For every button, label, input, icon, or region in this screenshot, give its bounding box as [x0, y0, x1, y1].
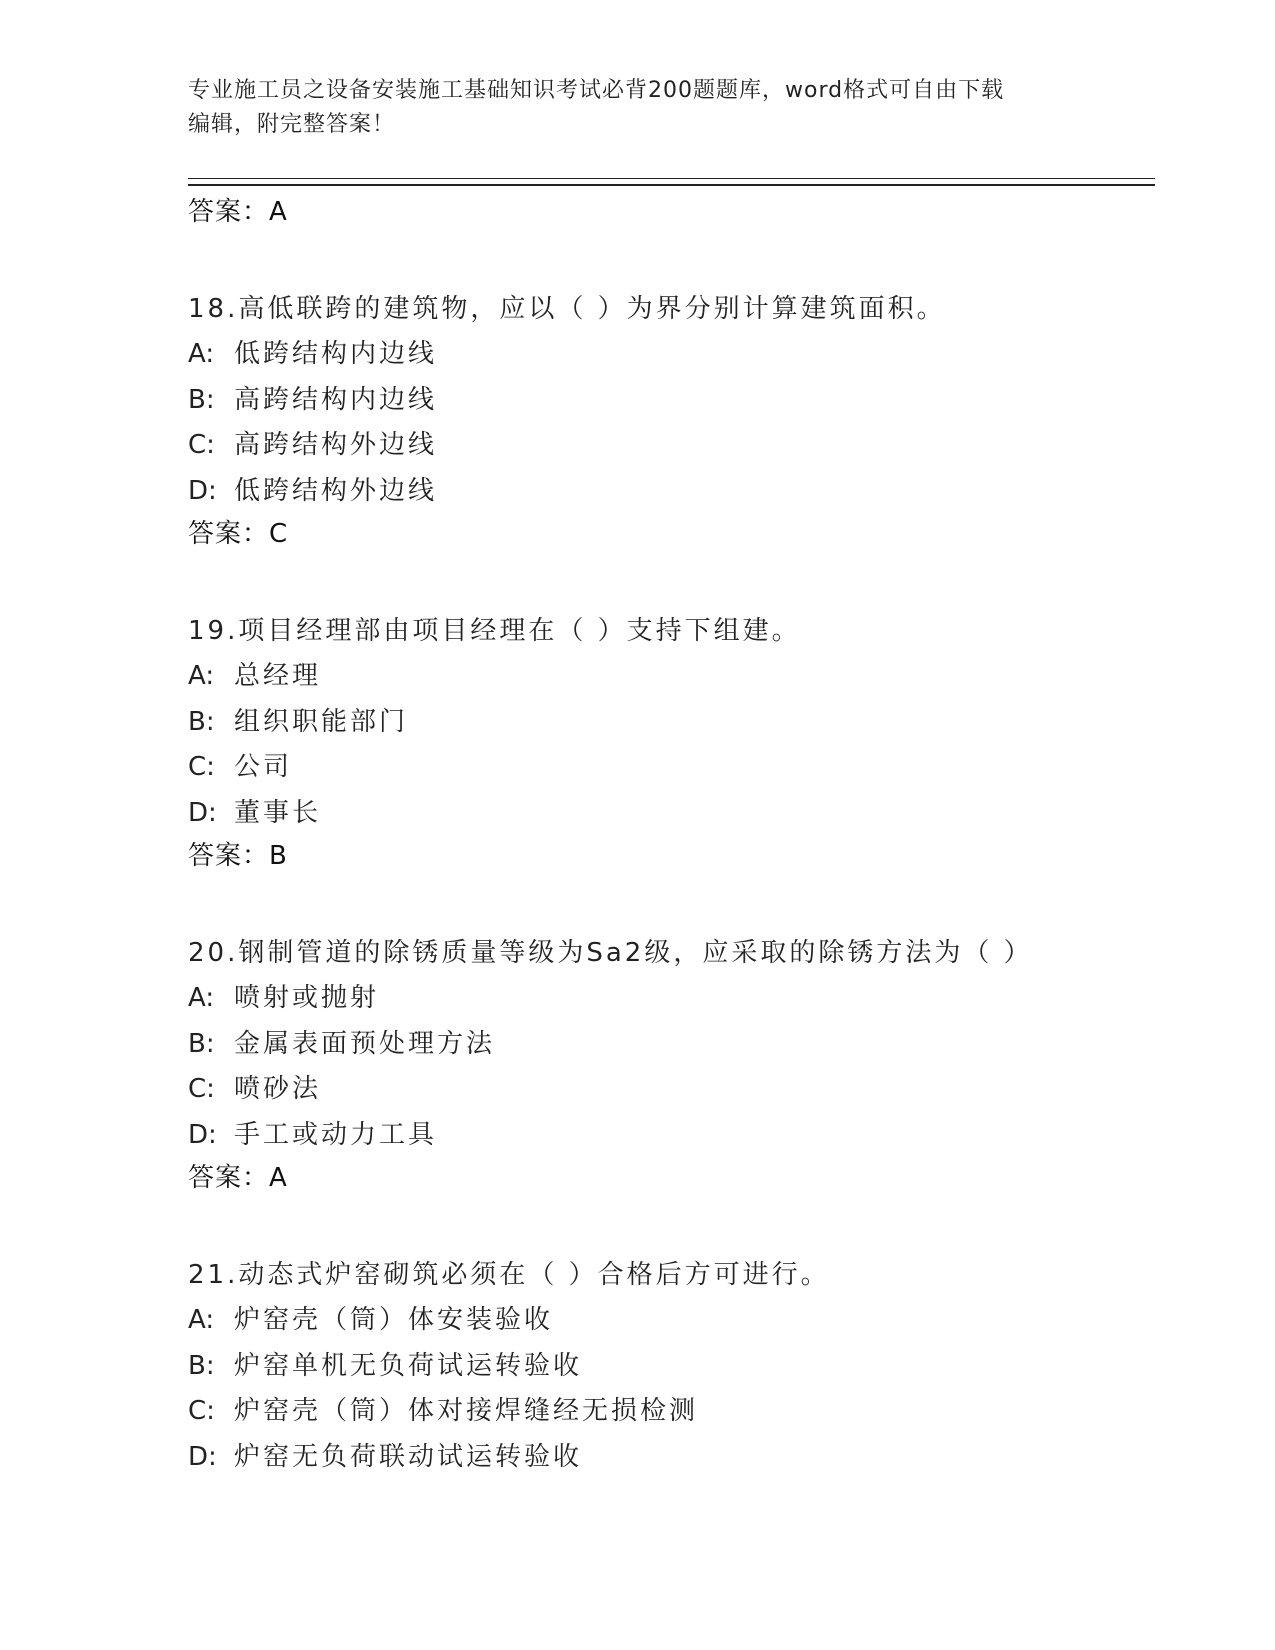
question-text: 18.高低联跨的建筑物，应以（ ）为界分别计算建筑面积。 [188, 294, 946, 324]
answer-label: 答案： [188, 1163, 270, 1193]
answer-value: A [269, 197, 288, 227]
option-text: 手工或动力工具 [234, 1119, 438, 1150]
option-letter: B: [188, 384, 215, 415]
option-text: 高跨结构内边线 [234, 384, 438, 415]
option-c [188, 423, 1148, 469]
option-b [188, 1022, 1148, 1068]
option-d [188, 1435, 1148, 1481]
header-divider [188, 178, 1155, 186]
option-letter: A: [188, 339, 215, 369]
option-letter: D: [188, 1441, 217, 1472]
answer-line [188, 1158, 1148, 1198]
option-text: 低跨结构内边线 [234, 339, 438, 369]
option-c [188, 1067, 1148, 1113]
answer-label: 答案： [188, 519, 270, 549]
option-text: 炉窑单机无负荷试运转验收 [234, 1350, 583, 1381]
option-letter: A: [188, 661, 215, 691]
answer-line [188, 836, 1148, 876]
option-a [188, 654, 1148, 700]
answer-line [188, 192, 1148, 232]
document-header [188, 74, 1068, 142]
question-text: 20.钢制管道的除锈质量等级为Sa2级，应采取的除锈方法为（ ） [188, 938, 1033, 968]
option-letter: C: [188, 752, 215, 782]
option-b [188, 378, 1148, 424]
option-text: 总经理 [234, 661, 322, 691]
answer-value: C [269, 519, 289, 549]
option-b [188, 1344, 1148, 1390]
question-list [188, 192, 1148, 1480]
option-text: 炉窑无负荷联动试运转验收 [234, 1441, 583, 1472]
option-letter: A: [188, 1305, 215, 1335]
option-c [188, 745, 1148, 791]
option-text: 炉窑壳（筒）体对接焊缝经无损检测 [234, 1396, 699, 1426]
option-letter: D: [188, 1119, 217, 1150]
question-text: 21.动态式炉窑砌筑必须在（ ）合格后方可进行。 [188, 1260, 830, 1290]
option-d [188, 791, 1148, 837]
option-text: 公司 [234, 752, 293, 782]
option-d [188, 469, 1148, 515]
question-text: 19.项目经理部由项目经理在（ ）支持下组建。 [188, 616, 801, 646]
option-text: 低跨结构外边线 [234, 475, 438, 506]
option-letter: B: [188, 706, 215, 737]
option-text: 金属表面预处理方法 [234, 1028, 496, 1059]
option-letter: D: [188, 475, 217, 506]
option-c [188, 1389, 1148, 1435]
option-text: 组织职能部门 [234, 706, 409, 737]
header-title-line-1: 专业施工员之设备安装施工基础知识考试必背200题题库，word格式可自由下载 [188, 78, 1005, 103]
answer-label: 答案： [188, 197, 270, 227]
answer-value: A [269, 1163, 288, 1193]
option-letter: C: [188, 1074, 215, 1104]
option-letter: B: [188, 1350, 215, 1381]
option-text: 高跨结构外边线 [234, 430, 438, 460]
option-letter: D: [188, 797, 217, 828]
option-a [188, 1298, 1148, 1344]
option-b [188, 700, 1148, 746]
option-text: 喷射或抛射 [234, 983, 380, 1013]
option-a [188, 976, 1148, 1022]
answer-line [188, 514, 1148, 554]
option-text: 董事长 [234, 797, 322, 828]
option-text: 喷砂法 [234, 1074, 322, 1104]
option-a [188, 332, 1148, 378]
answer-label: 答案： [188, 841, 270, 871]
option-letter: B: [188, 1028, 215, 1059]
option-letter: C: [188, 1396, 215, 1426]
option-d [188, 1113, 1148, 1159]
option-letter: C: [188, 430, 215, 460]
answer-value: B [269, 841, 288, 871]
option-letter: A: [188, 983, 215, 1013]
option-text: 炉窑壳（筒）体安装验收 [234, 1305, 554, 1335]
header-title-line-2: 编辑，附完整答案！ [188, 112, 396, 137]
